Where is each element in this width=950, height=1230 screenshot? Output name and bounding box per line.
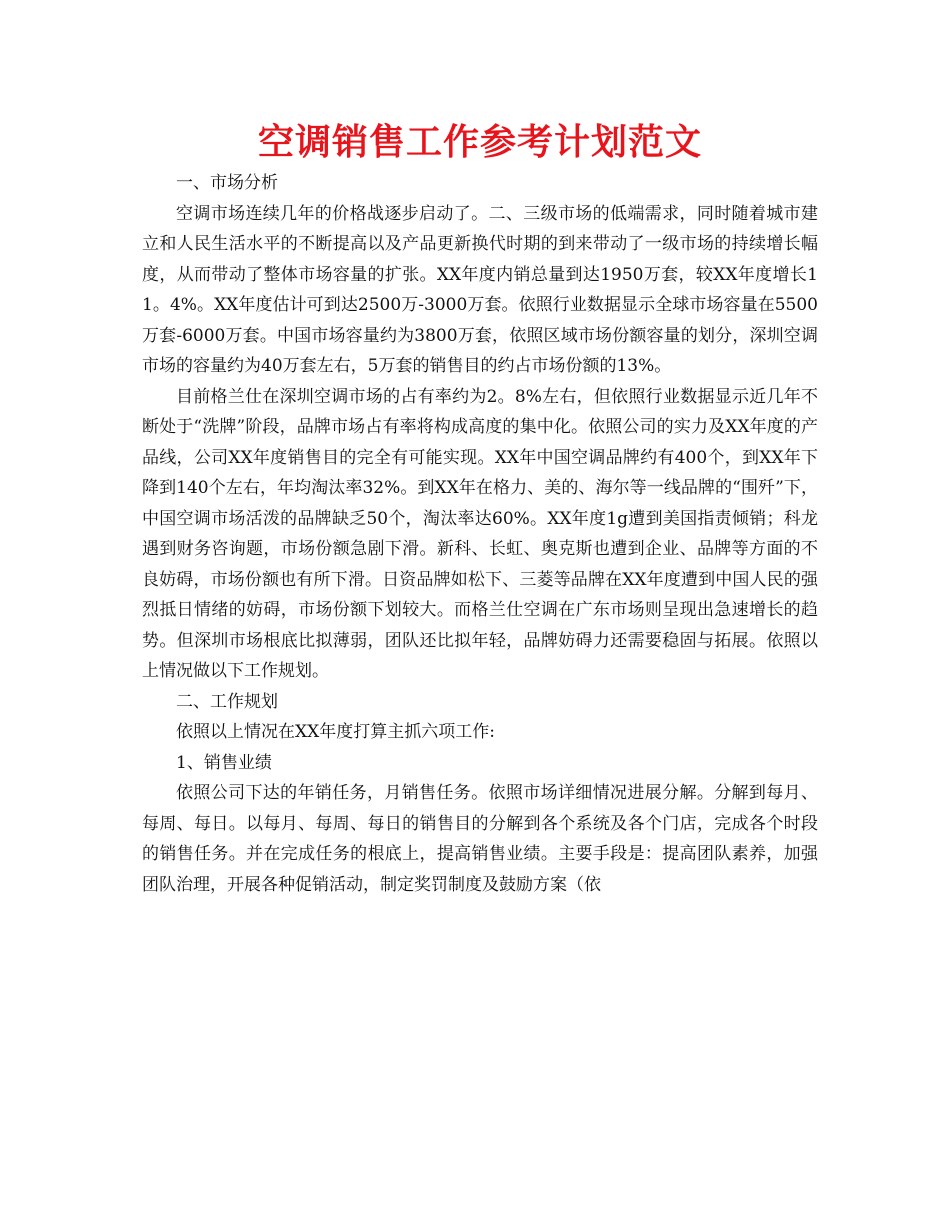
paragraph-brand-situation: 目前格兰仕在深圳空调市场的占有率约为2。8%左右，但依照行业数据显示近几年不断处于“洗牌”阶段，品牌市场占有率将构成高度的集中化。依照公司的实力及XX年度的产品线，公司XX年度销售目的完全有可能实现。XX年中国空调品牌约有400个，到XX年下降到140个左右，年均淘汰率32%。到XX年在格力、美的、海尔等一线品牌的“围歼”下，中国空调市场活泼的品牌缺乏50个，淘汰率达60%。XX年度1g遭到美国指责倾销；科龙遇到财务咨询题，市场份额急剧下滑。新科、长虹、奥克斯也遭到企业、品牌等方面的不良妨碍，市场份额也有所下滑。日资品牌如松下、三菱等品牌在XX年度遭到中国人民的强烈抵日情绪的妨碍，市场份额下划较大。而格兰仕空调在广东市场则呈现出急速增长的趋势。但深圳市场根底比拟薄弱，团队还比拟年轻，品牌妨碍力还需要稳固与拓展。依照以上情况做以下工作规划。 <box>142 386 818 681</box>
paragraph-plan-intro: 依照以上情况在XX年度打算主抓六项工作: <box>176 722 495 742</box>
subheading-sales-performance: 1、销售业绩 <box>176 752 272 773</box>
section-heading-work-plan: 二、工作规划 <box>176 691 278 712</box>
paragraph-sales-performance: 依照公司下达的年销任务，月销售任务。依照市场详细情况进展分解。分解到每月、每周、每日。以每月、每周、每日的销售目的分解到各个系统及各个门店，完成各个时段的销售任务。并在完成任务的根底上，提高销售业绩。主要手段是：提高团队素养，加强团队治理，开展各种促销活动，制定奖罚制度及鼓励方案（依 <box>142 783 818 895</box>
paragraph-market-overview: 空调市场连续几年的价格战逐步启动了。二、三级市场的低端需求，同时随着城市建立和人民生活水平的不断提高以及产品更新换代时期的到来带动了一级市场的持续增长幅度，从而带动了整体市场容量的扩张。XX年度内销总量到达1950万套，较XX年度增长11。4%。XX年度估计可到达2500万-3000万套。依照行业数据显示全球市场容量在5500万套-6000万套。中国市场容量约为3800万套，依照区域市场份额容量的划分，深圳空调市场的容量约为40万套左右，5万套的销售目的约占市场份额的13%。 <box>142 203 818 376</box>
section-heading-market-analysis: 一、市场分析 <box>176 173 278 193</box>
document-page <box>142 118 818 900</box>
document-body <box>142 168 818 900</box>
document-title: 空调销售工作参考计划范文 <box>257 122 702 163</box>
